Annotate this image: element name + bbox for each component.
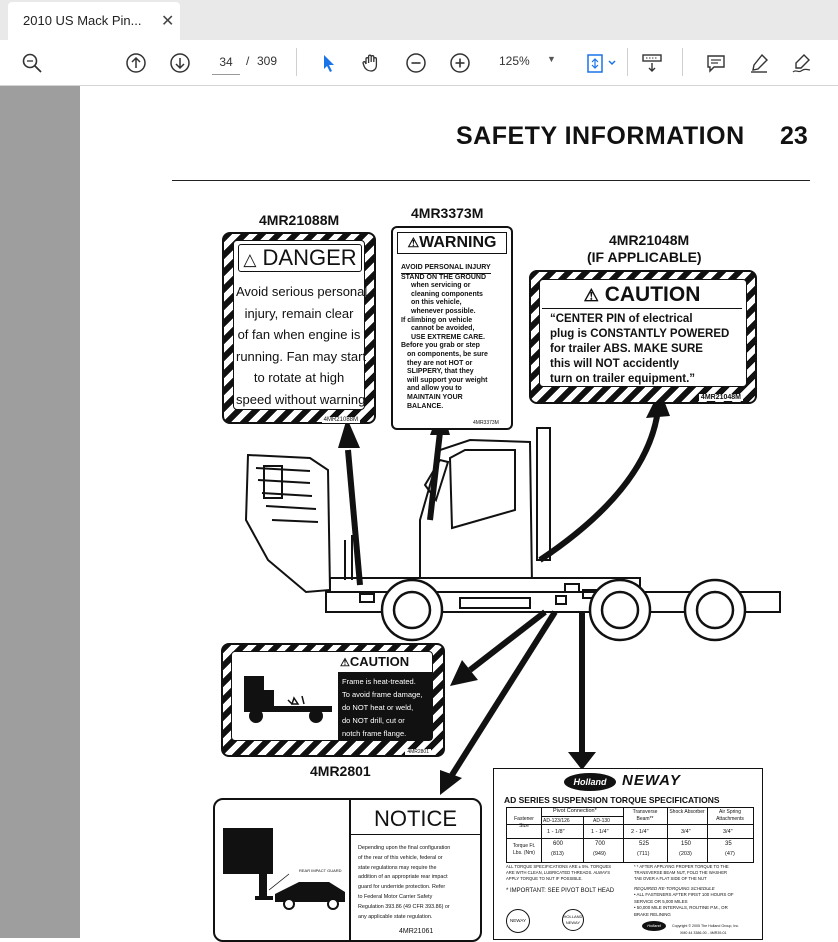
torque-note-right: [634, 864, 729, 882]
caution-pin-label: [529, 270, 757, 404]
caution-pin-heading-box: [542, 283, 742, 309]
table-cell: 2 - 1/4": [631, 829, 649, 835]
table-cell: 35: [725, 841, 732, 847]
text-line: STAND ON THE GROUND: [401, 273, 487, 281]
text-line: addition of an appropriate rear impact: [358, 874, 448, 881]
neway-badge-icon: NEWAY: [506, 909, 530, 933]
warning-small-code: 4MR3373M: [473, 420, 499, 426]
torque-spec-label: [493, 768, 763, 940]
pivot-header: Pivot Connection*: [553, 808, 597, 814]
warning-triangle-icon: ⚠: [583, 286, 599, 305]
text-line: To avoid frame damage,: [342, 690, 423, 699]
neway-logo: NEWAY: [622, 772, 681, 789]
text-line: BALANCE.: [407, 402, 444, 410]
notice-text: [358, 844, 450, 922]
close-tab-icon[interactable]: ✕: [161, 13, 175, 30]
label-code-danger: 4MR21088M: [259, 212, 340, 228]
text-line: APPLY TORQUE TO NUT IF POSSIBLE.: [506, 876, 583, 881]
danger-heading-box: [238, 244, 362, 272]
table-cell: 3/4": [723, 829, 733, 835]
warning-heading-box: [397, 232, 507, 254]
torque-row-label: Torque Ft. Lbs. (Nm): [512, 843, 536, 856]
label-code-caution-frame: 4MR2801: [310, 763, 371, 779]
torque-copyright: Copyright © 2005 The Holland Group, Inc.: [672, 924, 740, 928]
warning-triangle-icon: ⚠: [340, 657, 350, 669]
col-shock: Shock Absorber: [669, 809, 705, 815]
page-number: 23: [780, 122, 808, 150]
label-code-caution-pin: 4MR21048M: [609, 232, 690, 248]
holland-badge-icon: HOLLAND NEWAY: [562, 909, 584, 931]
text-line: REQUIRED RE-TORQUING SCHEDULE: [634, 886, 715, 891]
col-spring: Air Spring Attachments: [716, 809, 744, 822]
torque-table: [506, 807, 754, 863]
label-subtitle-caution-pin: (IF APPLICABLE): [587, 249, 702, 265]
table-cell: (47): [725, 851, 735, 857]
page-title: SAFETY INFORMATION: [456, 122, 745, 150]
table-cell: 1 - 1/4": [591, 829, 609, 835]
truck-frame-icon: [236, 670, 336, 730]
text-line: do NOT drill, cut or: [342, 716, 405, 725]
caution-frame-label-body: [231, 651, 433, 741]
text-line: when servicing or: [411, 282, 471, 290]
text-line: turn on trailer equipment.”: [550, 373, 696, 385]
caution-pin-heading: CAUTION: [604, 283, 701, 306]
notice-label: [213, 798, 482, 942]
warning-label: [391, 226, 513, 430]
zoom-value: 125%: [499, 54, 530, 68]
text-line: • 50,000 MILE INTERVALS, ROUTINE P.M., OR: [634, 905, 728, 911]
text-line: of fan when engine is: [237, 327, 361, 342]
warning-text: [401, 264, 491, 411]
text-line: USE EXTREME CARE.: [411, 333, 485, 341]
caution-frame-heading-box: [340, 654, 430, 671]
holland-logo: Holland: [564, 773, 616, 791]
text-line: running. Fan may start: [236, 348, 367, 364]
text-line: to Federal Motor Carrier Safety: [358, 893, 433, 900]
text-line: Avoid serious personal: [236, 284, 368, 299]
table-cell: 3/4": [681, 829, 691, 835]
table-cell: (813): [551, 851, 564, 857]
text-line: Regulation 393.86 (49 CFR 393.86) or: [358, 903, 450, 910]
text-line: * * AFTER APPLYING PROPER TORQUE TO THE: [634, 864, 729, 869]
text-line: ALL TORQUE SPECIFICATIONS ARE ± 5%. TORQUES: [506, 864, 612, 869]
table-cell: 150: [681, 841, 692, 847]
text-line: notch frame flange.: [342, 729, 407, 738]
col-ad123: AD-123/126: [543, 818, 570, 824]
text-line: any applicable state regulation.: [358, 913, 433, 920]
caution-frame-label: [221, 643, 445, 757]
text-line: BRAKE RELINING: [634, 911, 671, 917]
text-line: cannot be avoided,: [411, 325, 475, 333]
text-line: for trailer ABS. MAKE SURE: [550, 343, 703, 355]
col-ad130: AD-130: [593, 818, 610, 824]
warning-triangle-icon: △: [243, 250, 257, 269]
torque-important: * IMPORTANT: SEE PIVOT BOLT HEAD: [506, 888, 615, 894]
label-code-warning: 4MR3373M: [411, 205, 484, 221]
notice-small-code: 4MR21061: [399, 928, 434, 935]
table-cell: (711): [637, 851, 650, 857]
text-line: to rotate at high: [253, 370, 345, 385]
table-cell: (949): [593, 851, 606, 857]
table-cell: 600: [553, 841, 564, 847]
caution-frame-heading: CAUTION: [349, 654, 410, 669]
torque-note-left: [506, 864, 611, 882]
table-cell: (203): [679, 851, 692, 857]
text-line: whenever possible.: [411, 307, 476, 315]
col-fastener: Fastener Size: [514, 816, 534, 829]
text-line: guard for underride protection. Refer: [358, 884, 446, 891]
text-line: ARE WITH CLEAN, LUBRICATED THREADS. ALWAYS: [506, 870, 611, 875]
text-line: SERVICE OR 5,000 MILES: [634, 898, 688, 904]
text-line: and allow you to: [407, 385, 462, 393]
table-cell: 700: [595, 841, 606, 847]
page-total: 309: [257, 54, 278, 68]
trailer-guard-icon: [219, 824, 349, 934]
chevron-down-icon: ▼: [547, 54, 556, 64]
text-line: do NOT heat or weld,: [342, 703, 414, 712]
page-separator: /: [246, 54, 250, 68]
text-line: If climbing on vehicle: [401, 316, 473, 324]
text-line: on components, be sure: [407, 350, 488, 358]
text-line: on this vehicle,: [411, 299, 462, 307]
caution-frame-text: [338, 672, 432, 740]
text-line: of the rear of this vehicle, federal or: [358, 854, 443, 861]
warning-heading: WARNING: [419, 234, 497, 251]
text-line: SLIPPERY, that they: [407, 368, 474, 376]
text-line: MAINTAIN YOUR: [407, 393, 463, 401]
table-cell: 1 - 1/8": [547, 829, 565, 835]
table-cell: 525: [639, 841, 650, 847]
caution-pin-small-code: 4MR21048M: [700, 394, 741, 401]
text-line: plug is CONSTANTLY POWERED: [550, 328, 730, 340]
text-line: “CENTER PIN of electrical: [550, 313, 693, 325]
col-transverse: Transverse Beam**: [632, 809, 658, 822]
holland-mini-logo: Holland: [642, 921, 666, 931]
warning-triangle-icon: ⚠: [407, 235, 420, 250]
caution-pin-label-body: [539, 279, 747, 387]
text-line: Depending upon the final configuration: [358, 845, 451, 851]
text-line: • ALL FASTENERS AFTER FIRST 100 HOURS OF: [634, 892, 734, 898]
torque-small-code: XM0 44 3386-00 - 4MR39-01: [680, 931, 727, 935]
text-line: they are not HOT or: [407, 359, 473, 367]
text-line: AVOID PERSONAL INJURY: [401, 264, 491, 274]
text-line: injury, remain clear: [244, 305, 354, 321]
text-line: will support your weight: [407, 376, 488, 384]
danger-label: [222, 232, 376, 424]
danger-label-body: [233, 240, 369, 410]
text-line: TRANSVERSE BEAM NUT, FOLD THE WASHER: [634, 870, 728, 875]
text-line: cleaning components: [411, 290, 483, 298]
text-line: Before you grab or step: [401, 342, 480, 350]
danger-text: [236, 281, 369, 410]
tab-title: 2010 US Mack Pin...: [23, 13, 142, 28]
text-line: TAB OVER A FLAT SIDE OF THE NUT: [634, 876, 707, 881]
text-line: state regulations may require the: [358, 864, 437, 871]
torque-schedule: [634, 886, 734, 918]
danger-heading: DANGER: [262, 245, 357, 270]
text-line: this will NOT accidently: [550, 358, 680, 370]
text-line: Frame is heat-treated.: [342, 677, 416, 686]
caution-frame-small-code: 4MR2801: [407, 749, 429, 755]
danger-small-code: 4MR21088M: [323, 417, 358, 423]
notice-heading: NOTICE: [351, 804, 480, 835]
text-line: speed without warning.: [236, 391, 369, 407]
torque-title: AD SERIES SUSPENSION TORQUE SPECIFICATIONS: [504, 795, 720, 805]
guard-label: REAR IMPACT GUARD: [299, 868, 342, 873]
caution-pin-text: [550, 312, 729, 387]
